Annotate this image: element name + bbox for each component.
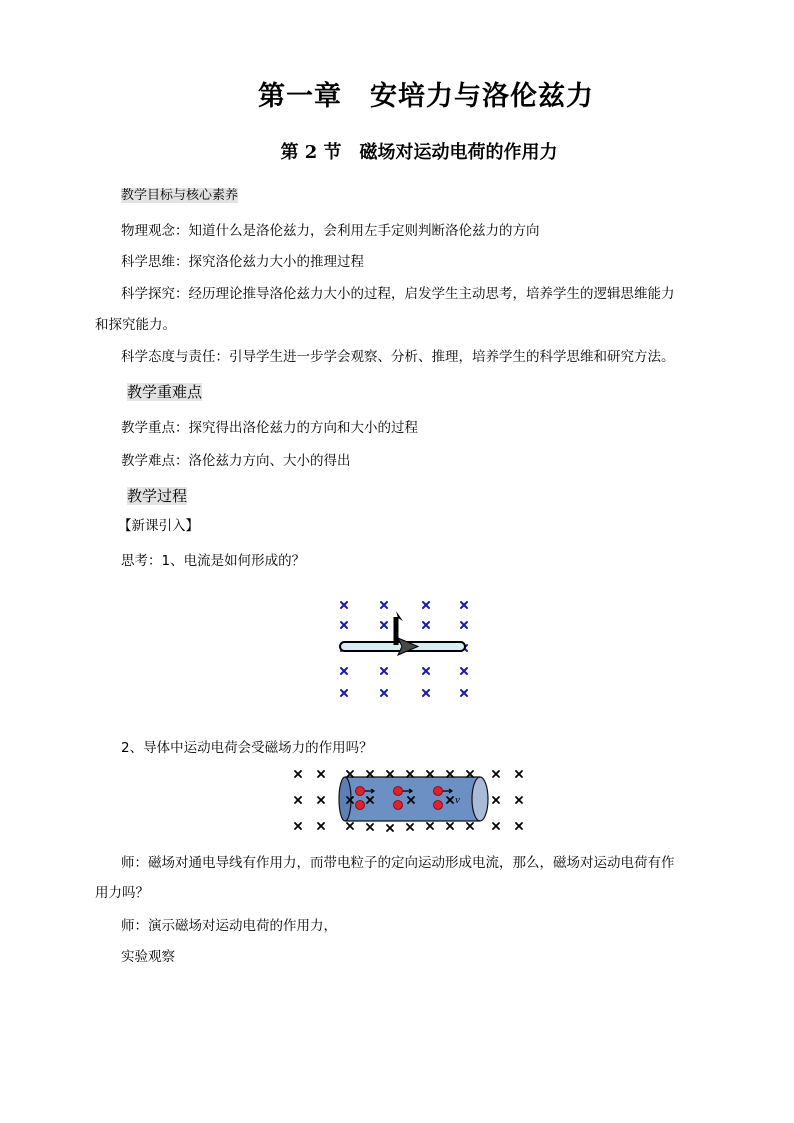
teacher-line2: 用力吗？ — [95, 885, 149, 901]
heading-process-label: 教学过程 — [127, 487, 188, 505]
heading-process — [124, 484, 190, 507]
intro-label: 【新课引入】 — [118, 518, 199, 534]
goal-inquiry-line1: 科学探究：经历理论推导洛伦兹力大小的过程，启发学生主动思考，培养学生的逻辑思维能力 — [121, 286, 675, 302]
teacher-line1: 师：磁场对通电导线有作用力，而带电粒子的定向运动形成电流，那么，磁场对运动电荷有作 — [121, 855, 675, 871]
experiment-observation: 实验观察 — [121, 949, 175, 965]
velocity-label: v — [455, 794, 460, 806]
question-1: 思考：1、电流是如何形成的？ — [121, 553, 306, 569]
key-difficulty: 教学难点：洛伦兹力方向、大小的得出 — [121, 453, 351, 469]
question-2: 2、导体中运动电荷会受磁场力的作用吗？ — [121, 740, 373, 756]
figure-charges-in-conductor — [290, 765, 535, 837]
teacher-demo: 师：演示磁场对运动电荷的作用力， — [121, 918, 337, 934]
heading-goals — [121, 184, 238, 203]
heading-key-points-label: 教学重难点 — [127, 383, 203, 401]
goal-attitude: 科学态度与责任：引导学生进一步学会观察、分析、推理，培养学生的科学思维和研究方法。 — [121, 349, 675, 365]
section-title: 第 2 节 磁场对运动电荷的作用力 — [280, 142, 558, 163]
goal-inquiry-line2: 和探究能力。 — [95, 317, 176, 333]
tube-right-end — [472, 777, 488, 821]
figure-wire-in-field — [330, 595, 480, 705]
key-focus: 教学重点：探究得出洛伦兹力的方向和大小的过程 — [121, 420, 418, 436]
heading-key-points — [124, 380, 205, 403]
chapter-title: 第一章 安培力与洛伦兹力 — [258, 81, 594, 112]
goal-physics-concept: 物理观念：知道什么是洛伦兹力，会利用左手定则判断洛伦兹力的方向 — [121, 223, 540, 239]
goal-scientific-thinking: 科学思维：探究洛伦兹力大小的推理过程 — [121, 254, 364, 270]
heading-goals-label: 教学目标与核心素养 — [121, 188, 239, 203]
